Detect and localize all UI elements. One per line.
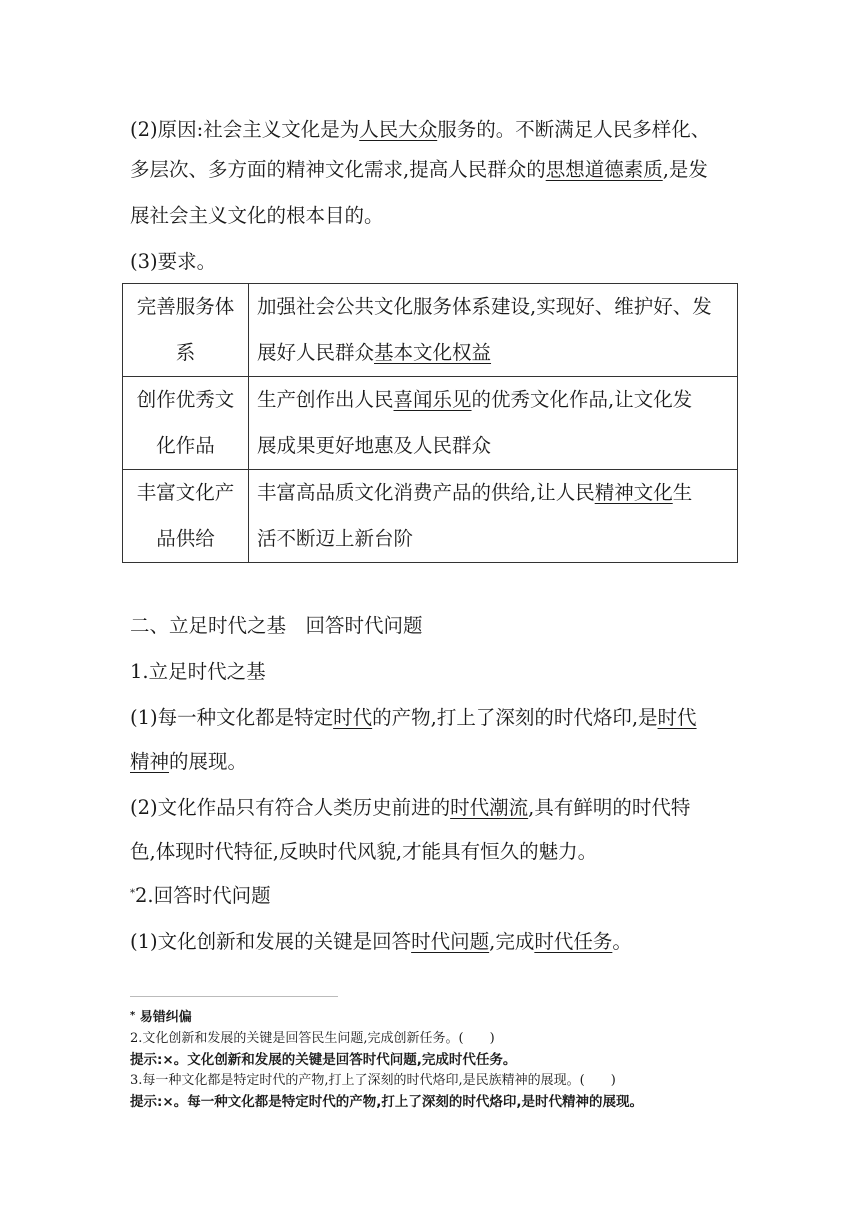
text: 生产创作出人民 [257, 388, 394, 411]
requirements-title: (3)要求。 [130, 250, 217, 273]
paragraph-line [130, 796, 690, 820]
footnote-answer: 提示:×。每一种文化都是特定时代的产物,打上了深刻的时代烙印,是时代精神的展现。 [130, 1094, 643, 1110]
text: 展好人民群众 [257, 341, 375, 364]
text: ,完成 [489, 930, 535, 953]
text: 的产物,打上了深刻的时代烙印,是 [372, 706, 658, 729]
star-mark: * [130, 888, 135, 899]
reason-line-3: 展社会主义文化的根本目的。 [130, 204, 384, 227]
footnote-question: 3.每一种文化都是特定时代的产物,打上了深刻的时代烙印,是民族精神的展现。( ) [130, 1073, 616, 1088]
underlined-answer: 精神 [130, 750, 170, 773]
desc-line [257, 377, 731, 423]
row-description [249, 377, 738, 470]
paragraph-line [130, 706, 697, 730]
desc-line: 展成果更好地惠及人民群众 [257, 434, 492, 457]
row-label [123, 377, 249, 470]
underlined-answer: 基本文化权益 [374, 341, 492, 364]
underlined-answer: 时代潮流 [450, 796, 529, 819]
underlined-answer: 喜闻乐见 [393, 388, 472, 411]
text: 易错纠偏 [139, 1010, 192, 1025]
row-description [249, 284, 738, 377]
reason-line-1 [130, 118, 710, 142]
label-line: 化作品 [156, 434, 215, 457]
text: (2)原因:社会主义文化是为 [130, 118, 360, 141]
text: 生 [672, 481, 693, 504]
row-description [249, 470, 738, 563]
label-line: 完善服务体 [136, 295, 235, 318]
text: ,具有鲜明的时代特 [528, 796, 691, 819]
text: 多层次、多方面的精神文化需求,提高人民群众的 [130, 158, 546, 181]
table-row [123, 377, 738, 470]
desc-line: 加强社会公共文化服务体系建设,实现好、维护好、发 [257, 295, 712, 318]
label-line: 系 [175, 341, 196, 364]
text: ,是发 [662, 158, 708, 181]
table-row [123, 470, 738, 563]
text: 的优秀文化作品,让文化发 [471, 388, 693, 411]
underlined-answer: 时代问题 [411, 930, 490, 953]
label-line: 创作优秀文 [136, 388, 235, 411]
underlined-answer: 时代任务 [534, 930, 613, 953]
label-line: 丰富文化产 [136, 481, 235, 504]
row-label [123, 470, 249, 563]
text: (1)文化创新和发展的关键是回答 [130, 930, 412, 953]
table-row [123, 284, 738, 377]
star-mark: * [130, 1010, 136, 1021]
requirements-table [122, 283, 738, 563]
underlined-answer: 时代 [333, 706, 373, 729]
text: 。 [612, 930, 632, 953]
underlined-answer: 人民大众 [359, 118, 438, 141]
text: 丰富高品质文化消费产品的供给,让人民 [257, 481, 595, 504]
underlined-answer: 时代 [657, 706, 697, 729]
footnote-answer: 提示:×。文化创新和发展的关键是回答时代问题,完成时代任务。 [130, 1052, 517, 1068]
text: 的展现。 [169, 750, 248, 773]
section-heading: 二、立足时代之基 回答时代问题 [130, 614, 423, 637]
reason-line-2 [130, 158, 708, 182]
footnote-question: 2.文化创新和发展的关键是回答民生问题,完成创新任务。( ) [130, 1031, 495, 1046]
paragraph-line [130, 930, 632, 954]
subsection-title: 1.立足时代之基 [130, 660, 266, 683]
text: (2)文化作品只有符合人类历史前进的 [130, 796, 451, 819]
text: 服务的。不断满足人民多样化、 [437, 118, 711, 141]
underlined-answer: 思想道德素质 [545, 158, 663, 181]
footnote-divider [130, 996, 338, 997]
text: 2.回答时代问题 [135, 884, 271, 907]
label-line: 品供给 [156, 527, 215, 550]
paragraph-line: 色,体现时代特征,反映时代风貌,才能具有恒久的魅力。 [130, 840, 598, 863]
desc-line [257, 330, 731, 376]
row-label [123, 284, 249, 377]
footnote-heading [130, 1009, 192, 1027]
subsection-title [130, 884, 271, 908]
text: (1)每一种文化都是特定 [130, 706, 334, 729]
underlined-answer: 精神文化 [594, 481, 673, 504]
paragraph-line [130, 750, 247, 774]
desc-line [257, 470, 731, 516]
desc-line: 活不断迈上新台阶 [257, 527, 414, 550]
